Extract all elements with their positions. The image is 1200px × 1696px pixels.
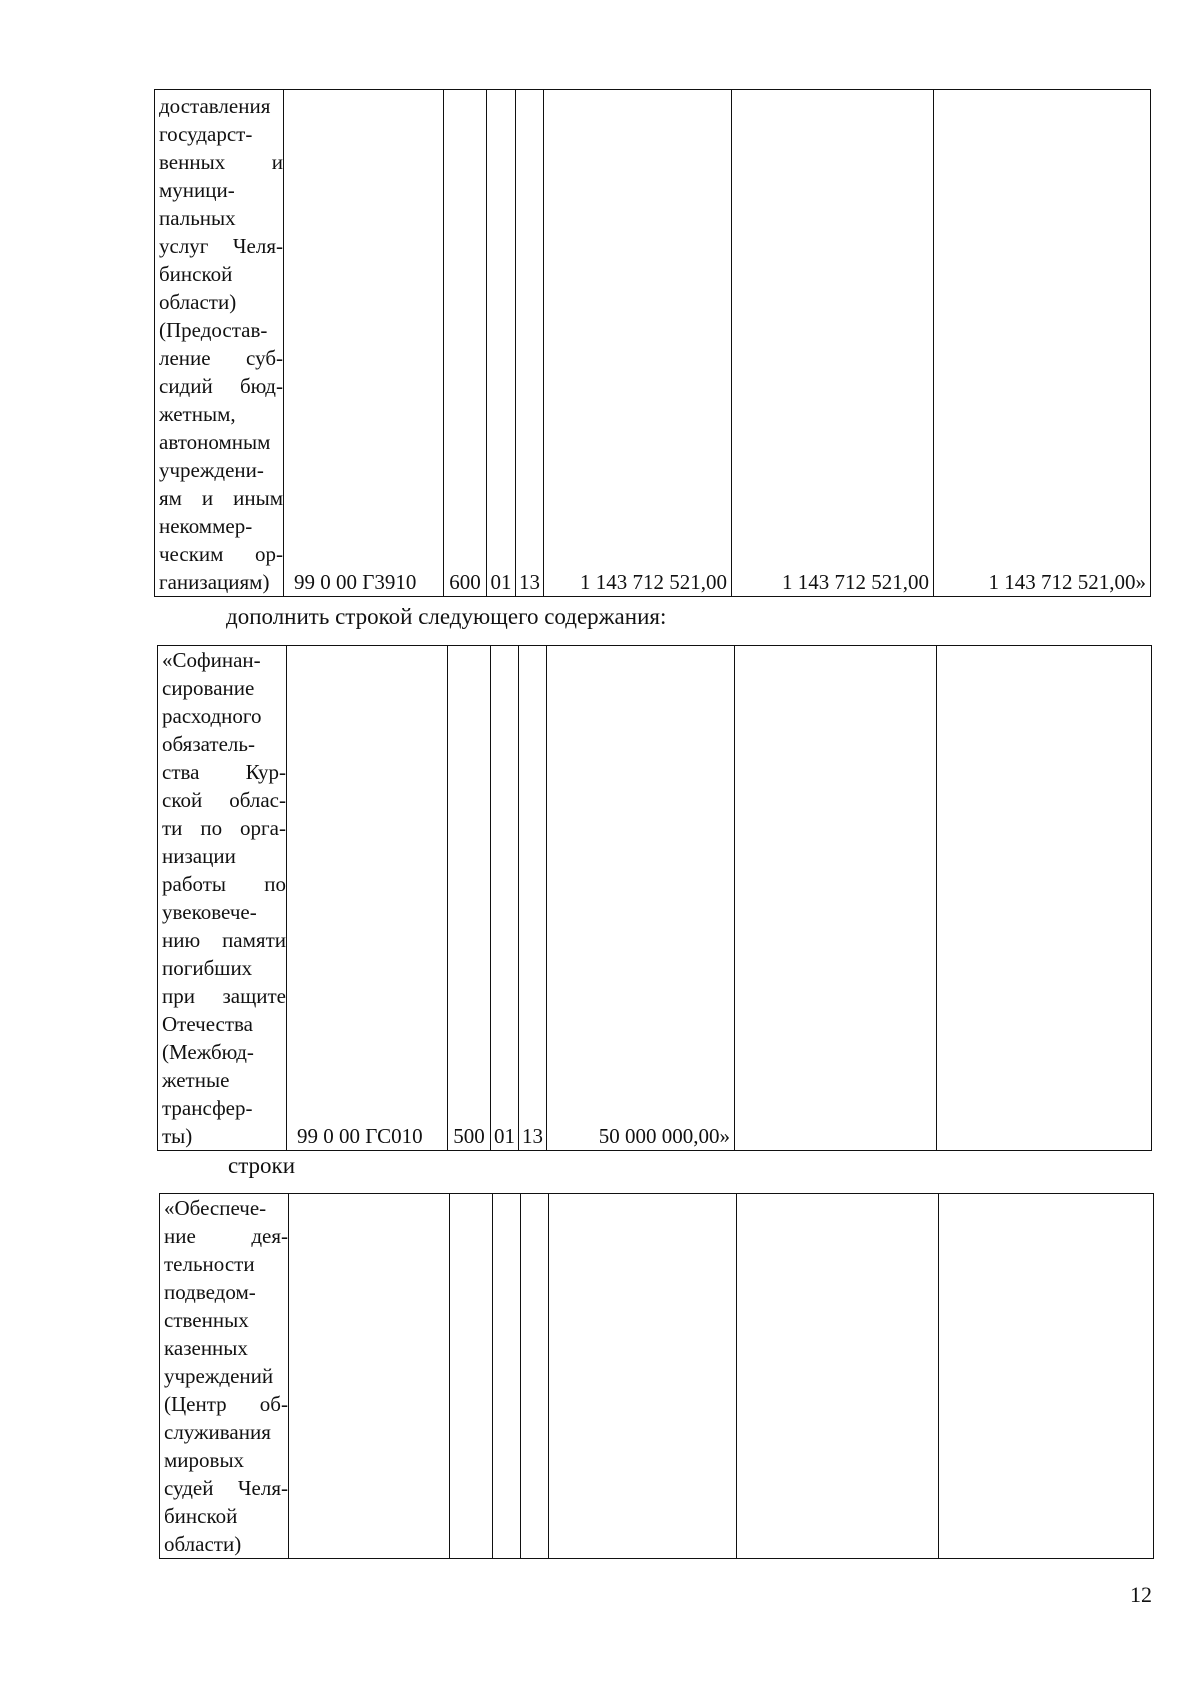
- description-line: некоммер-: [159, 514, 253, 538]
- description-line: обязатель-: [162, 732, 255, 756]
- description-line: ти по орга-: [162, 816, 286, 840]
- table-row: [158, 646, 1152, 1151]
- amount-year-1: 1 143 712 521,00: [544, 90, 732, 597]
- description-line: ственных: [164, 1308, 249, 1332]
- description-line: услуг Челя-: [159, 234, 283, 258]
- description-line: ление суб-: [159, 346, 283, 370]
- row-description: [160, 1194, 289, 1559]
- description-line: бинской: [159, 262, 233, 286]
- description-line: Отечества: [162, 1012, 254, 1036]
- target-article-code: [289, 1194, 450, 1559]
- budget-table-2: [157, 645, 1152, 1151]
- description-line: нию памяти: [162, 928, 286, 952]
- description-line: «Обеспече-: [164, 1196, 267, 1220]
- description-line: области): [164, 1532, 242, 1556]
- page-number: 12: [1130, 1582, 1152, 1607]
- budget-table-1: [154, 89, 1151, 597]
- amount-year-3: [939, 1194, 1154, 1559]
- instruction-add-row: дополнить строкой следующего содержания:: [226, 604, 667, 629]
- description-line: расходного: [162, 704, 262, 728]
- description-line: учреждений: [164, 1364, 274, 1388]
- description-line: муници-: [159, 178, 235, 202]
- description-line: «Софинан-: [162, 648, 261, 672]
- description-line: (Предостав-: [159, 318, 268, 342]
- description-line: служивания: [164, 1420, 271, 1444]
- section-code: [493, 1194, 521, 1559]
- description-line: учреждени-: [159, 458, 264, 482]
- description-line: ства Кур-: [162, 760, 286, 784]
- description-line: ской облас-: [162, 788, 286, 812]
- description-line: сидий бюд-: [159, 374, 283, 398]
- amount-year-3: [937, 646, 1152, 1151]
- amount-year-2: 1 143 712 521,00: [732, 90, 934, 597]
- description-line: жетные: [162, 1068, 230, 1092]
- amount-year-2: [735, 646, 937, 1151]
- description-line: увековече-: [162, 900, 257, 924]
- instruction-rows: строки: [228, 1153, 296, 1178]
- description-line: пальных: [159, 206, 236, 230]
- description-line: работы по: [162, 872, 286, 896]
- target-article-code: 99 0 00 ГС010: [287, 646, 448, 1151]
- section-code: 01: [491, 646, 519, 1151]
- target-article-code: 99 0 00 Г3910: [284, 90, 444, 597]
- subsection-code: 13: [516, 90, 544, 597]
- description-line: ям и иным: [159, 486, 283, 510]
- description-line: казенных: [164, 1336, 248, 1360]
- description-line: (Межбюд-: [162, 1040, 254, 1064]
- description-line: ганизациям): [159, 570, 270, 594]
- description-line: ческим ор-: [159, 542, 283, 566]
- amount-year-1: 50 000 000,00»: [547, 646, 735, 1151]
- table-row: [155, 90, 1151, 597]
- description-line: судей Челя-: [164, 1476, 288, 1500]
- amount-year-2: [737, 1194, 939, 1559]
- description-line: бинской: [164, 1504, 238, 1528]
- section-code: 01: [487, 90, 516, 597]
- expense-type-code: [450, 1194, 493, 1559]
- row-description: [158, 646, 287, 1151]
- subsection-code: 13: [519, 646, 547, 1151]
- description-line: тельности: [164, 1252, 255, 1276]
- description-line: (Центр об-: [164, 1392, 288, 1416]
- description-line: сирование: [162, 676, 255, 700]
- description-line: венных и: [159, 150, 283, 174]
- description-line: подведом-: [164, 1280, 256, 1304]
- description-line: жетным,: [159, 402, 236, 426]
- budget-table-3: [159, 1193, 1154, 1559]
- row-description: [155, 90, 284, 597]
- description-line: автономным: [159, 430, 271, 454]
- table-row: [160, 1194, 1154, 1559]
- description-line: области): [159, 290, 237, 314]
- description-line: трансфер-: [162, 1096, 253, 1120]
- description-line: государст-: [159, 122, 253, 146]
- description-line: доставления: [159, 94, 271, 118]
- expense-type-code: 600: [444, 90, 487, 597]
- description-line: ние дея-: [164, 1224, 288, 1248]
- description-line: при защите: [162, 984, 286, 1008]
- amount-year-3: 1 143 712 521,00»: [934, 90, 1151, 597]
- amount-year-1: [549, 1194, 737, 1559]
- description-line: мировых: [164, 1448, 245, 1472]
- subsection-code: [521, 1194, 549, 1559]
- description-line: низации: [162, 844, 236, 868]
- expense-type-code: 500: [448, 646, 491, 1151]
- description-line: погибших: [162, 956, 253, 980]
- description-line: ты): [162, 1124, 193, 1148]
